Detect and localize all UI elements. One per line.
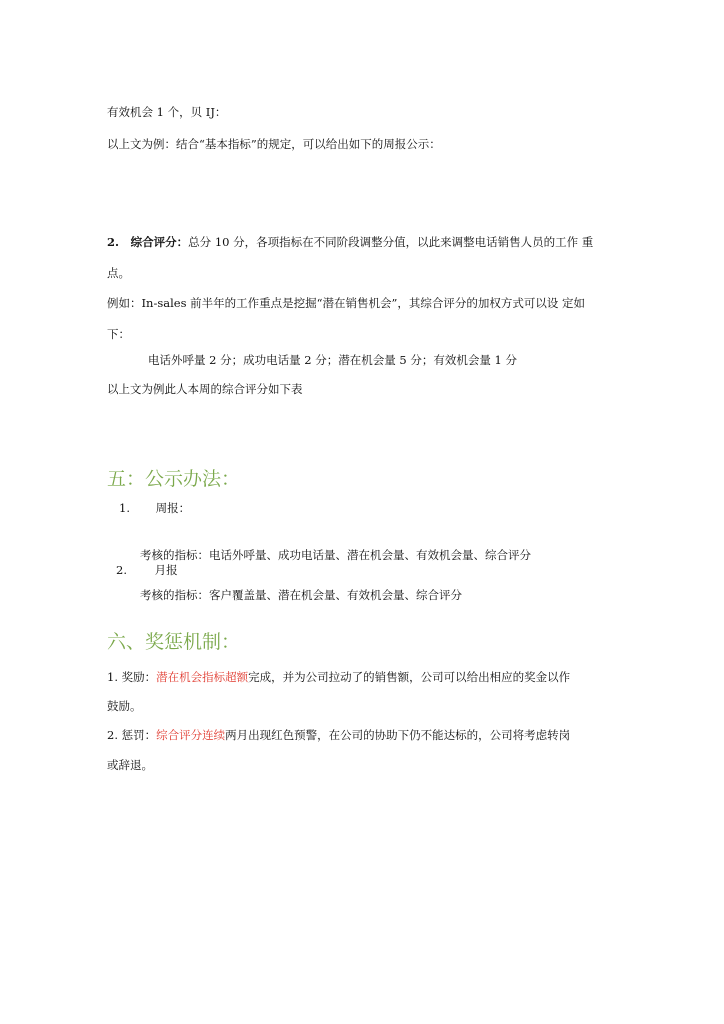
section2-table-note: 以上文为例此人本周的综合评分如下表	[107, 382, 303, 396]
section6-heading: 六、奖惩机制：	[107, 631, 241, 653]
section5-item-1	[119, 500, 190, 516]
section5-heading: 五：公示办法：	[107, 468, 241, 490]
section2-heading: 综合评分：	[130, 235, 189, 249]
section6-item-1-cont: 鼓励。	[107, 699, 142, 713]
section2-weights: 电话外呼量 2 分；成功电话量 2 分；潜在机会量 5 分；有效机会量 1 分	[148, 353, 518, 367]
section5-item-1-label: 周报：	[155, 501, 191, 515]
section2-text-cont: 点。	[107, 266, 130, 280]
section2-number: 2.	[107, 235, 120, 249]
section6-item-2-prefix: 2. 惩罚：	[107, 728, 157, 742]
section6-item-1	[107, 669, 570, 685]
section2-text: 总分 10 分，各项指标在不同阶段调整分值，以此来调整电话销售人员的工作 重	[188, 235, 594, 249]
section6-item-2-rest: 两月出现红色预警，在公司的协助下仍不能达标的，公司将考虑转岗	[225, 728, 571, 742]
section6-item-1-prefix: 1. 奖励：	[107, 670, 157, 684]
section2-example-line-2: 下：	[107, 327, 130, 341]
section5-item-2-number: 2.	[116, 563, 127, 577]
section5-item-1-number: 1.	[119, 501, 130, 515]
section6-item-1-rest: 完成，并为公司拉动了的销售额，公司可以给出相应的奖金以作	[248, 670, 571, 684]
section6-item-2-cont: 或辞退。	[107, 758, 153, 772]
section5-item-1-desc: 考核的指标：电话外呼量、成功电话量、潜在机会量、有效机会量、综合评分	[140, 548, 531, 562]
intro-line-2: 以上文为例：结合“基本指标”的规定，可以给出如下的周报公示：	[107, 137, 441, 151]
section6-item-1-highlight: 潜在机会指标超额	[156, 670, 249, 684]
section5-item-2-desc: 考核的指标：客户覆盖量、潜在机会量、有效机会量、综合评分	[140, 588, 462, 602]
section2-example-line-1: 例如：In-sales 前半年的工作重点是挖掘“潜在销售机会”，其综合评分的加权方式可以设 定如	[107, 296, 586, 310]
section6-item-2-highlight: 综合评分连续	[156, 728, 226, 742]
section6-item-2	[107, 727, 570, 743]
section5-item-2-label: 月报	[154, 563, 178, 577]
intro-line-1: 有效机会 1 个，贝 IJ：	[107, 105, 227, 119]
section5-item-2	[116, 562, 178, 578]
section2-paragraph	[107, 234, 593, 250]
